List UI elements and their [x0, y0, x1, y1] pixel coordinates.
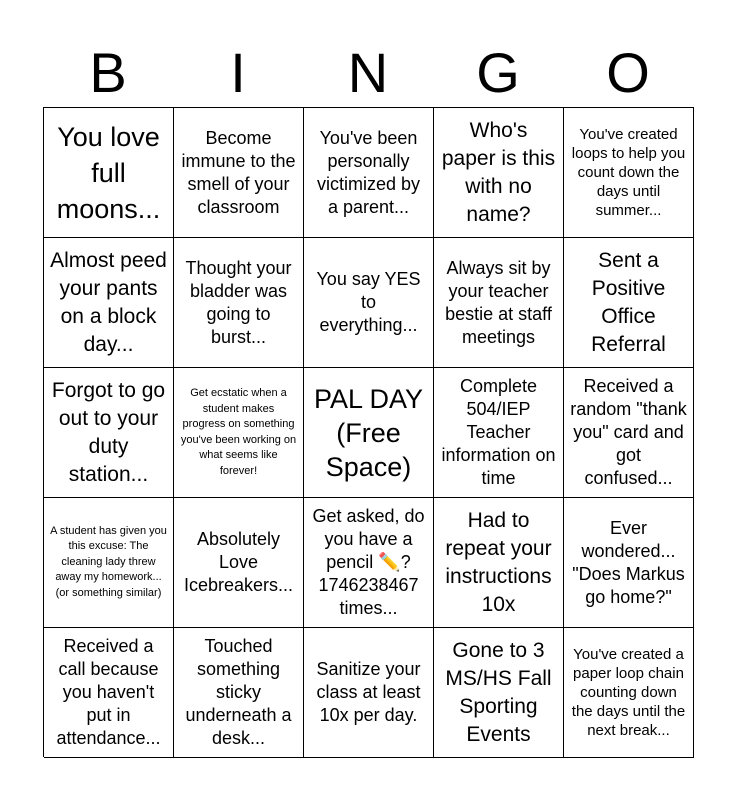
cell-text: Ever wondered... "Does Markus go home?"	[572, 517, 685, 607]
bingo-cell-r4c2[interactable]	[174, 498, 304, 628]
bingo-cell-r1c3[interactable]	[304, 108, 434, 238]
bingo-cell-r5c4[interactable]	[434, 628, 564, 758]
bingo-cell-r2c3[interactable]	[304, 238, 434, 368]
header-letter-o: O	[606, 41, 650, 104]
bingo-cell-free-space[interactable]	[304, 368, 434, 498]
cell-text: Received a random "thank you" card and got confused...	[570, 376, 687, 488]
cell-text: Always sit by your teacher bestie at staff meetings	[445, 257, 552, 347]
cell-text: Almost peed your pants on a block day...	[50, 248, 167, 356]
bingo-cell-r5c5[interactable]	[564, 628, 694, 758]
cell-text: Who's paper is this with no name?	[441, 118, 556, 226]
bingo-header	[43, 40, 693, 106]
bingo-board	[43, 107, 694, 757]
cell-text: Become immune to the smell of your classroom	[181, 127, 296, 217]
bingo-cell-r4c4[interactable]	[434, 498, 564, 628]
bingo-cell-r1c2[interactable]	[174, 108, 304, 238]
bingo-cell-r4c5[interactable]	[564, 498, 694, 628]
header-letter-g: G	[476, 41, 520, 104]
bingo-cell-r1c5[interactable]	[564, 108, 694, 238]
bingo-cell-r3c2[interactable]	[174, 368, 304, 498]
bingo-cell-r2c5[interactable]	[564, 238, 694, 368]
cell-text: Get asked, do you have a pencil ✏️? 1746238467 times...	[312, 506, 425, 618]
cell-text: You've been personally victimized by a parent...	[316, 127, 421, 217]
cell-text: You say YES to everything...	[316, 269, 421, 335]
bingo-cell-r5c1[interactable]	[44, 628, 174, 758]
cell-text: You've created a paper loop chain counting down the days until the next break...	[571, 646, 686, 739]
cell-text: Gone to 3 MS/HS Fall Sporting Events	[445, 638, 552, 746]
header-letter-i: I	[230, 41, 246, 104]
cell-text: Touched something sticky underneath a desk...	[185, 636, 292, 748]
header-letter-n: N	[347, 41, 389, 104]
cell-text: Sanitize your class at least 10x per day.	[316, 659, 421, 725]
cell-text: Had to repeat your instructions 10x	[445, 508, 552, 616]
cell-text: You love full moons...	[56, 121, 161, 224]
bingo-cell-r2c4[interactable]	[434, 238, 564, 368]
cell-text: Received a call because you haven't put in attendance...	[56, 636, 161, 748]
bingo-cell-r5c2[interactable]	[174, 628, 304, 758]
bingo-cell-r3c1[interactable]	[44, 368, 174, 498]
bingo-cell-r1c1[interactable]	[44, 108, 174, 238]
cell-text: A student has given you this excuse: The cleaning lady threw away my homework... (or something similar)	[50, 524, 167, 599]
bingo-cell-r2c2[interactable]	[174, 238, 304, 368]
cell-text: Get ecstatic when a student makes progress on something you've been working on what seems like forever!	[180, 387, 297, 477]
bingo-cell-r5c3[interactable]	[304, 628, 434, 758]
free-space-text: PAL DAY (Free Space)	[313, 383, 424, 482]
bingo-cell-r4c1[interactable]	[44, 498, 174, 628]
bingo-cell-r2c1[interactable]	[44, 238, 174, 368]
cell-text: Sent a Positive Office Referral	[591, 248, 666, 356]
bingo-cell-r4c3[interactable]	[304, 498, 434, 628]
header-letter-b: B	[89, 41, 127, 104]
cell-text: Forgot to go out to your duty station...	[51, 378, 166, 486]
cell-text: Thought your bladder was going to burst...	[185, 257, 292, 347]
bingo-cell-r3c4[interactable]	[434, 368, 564, 498]
cell-text: You've created loops to help you count down the days until summer...	[571, 126, 686, 219]
bingo-cell-r3c5[interactable]	[564, 368, 694, 498]
cell-text: Complete 504/IEP Teacher information on time	[441, 376, 556, 488]
cell-text: Absolutely Love Icebreakers...	[183, 529, 294, 595]
bingo-cell-r1c4[interactable]	[434, 108, 564, 238]
